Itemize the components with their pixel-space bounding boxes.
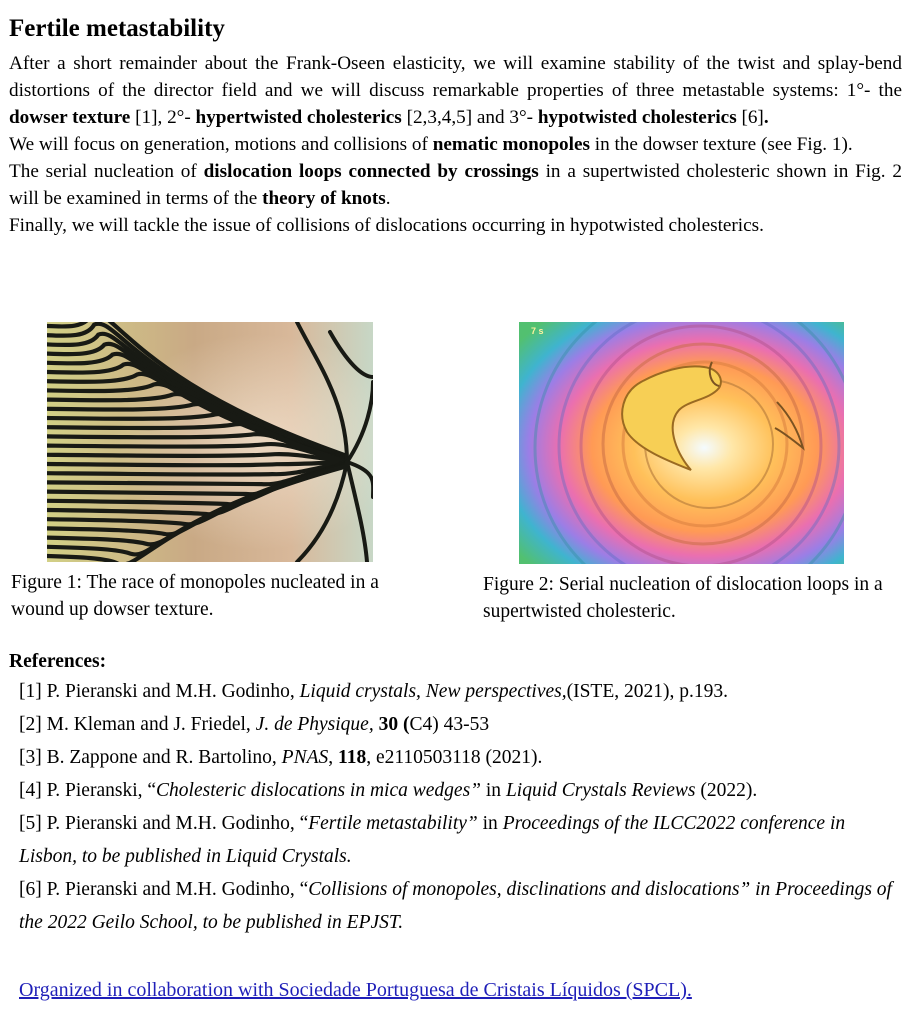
abstract-paragraph-1: After a short remainder about the Frank-Oseen elasticity, we will examine stability of the twist and splay-bend distortions of the director field and we will discuss remarkable properties of three metastable systems: 1°- the dowser texture [1], 2°- hypertwisted cholesterics [2,3,4,5] and 3°- hypotwisted cholesterics [6]. xyxy=(9,53,902,128)
abstract-paragraph-2: We will focus on generation, motions and collisions of nematic monopoles in the dowser texture (see Fig. 1). xyxy=(9,134,853,155)
figure-1-caption: Figure 1: The race of monopoles nucleated in a wound up dowser texture. xyxy=(11,572,379,620)
figure-1-image xyxy=(47,322,373,562)
figure-2-timestamp: 7 s xyxy=(531,326,544,336)
reference-2: [2] M. Kleman and J. Friedel, J. de Physique, 30 (C4) 43-53 xyxy=(19,714,490,735)
reference-3: [3] B. Zappone and R. Bartolino, PNAS, 118, e2110503118 (2021). xyxy=(19,747,543,768)
figure-2-caption: Figure 2: Serial nucleation of dislocation loops in a supertwisted cholesteric. xyxy=(483,574,883,622)
reference-1: [1] P. Pieranski and M.H. Godinho, Liquid crystals, New perspectives,(ISTE, 2021), p.193. xyxy=(19,681,728,702)
reference-6: [6] P. Pieranski and M.H. Godinho, “Collisions of monopoles, disclinations and dislocations” in Proceedings of the 2022 Geilo School, to be published in EPJST. xyxy=(19,879,892,933)
references-heading: References: xyxy=(9,651,107,672)
abstract-paragraph-4: Finally, we will tackle the issue of collisions of dislocations occurring in hypotwisted cholesterics. xyxy=(9,215,764,236)
abstract-paragraph-3: The serial nucleation of dislocation loops connected by crossings in a supertwisted cholesteric shown in Fig. 2 will be examined in terms of the theory of knots. xyxy=(9,161,902,209)
reference-4: [4] P. Pieranski, “Cholesteric dislocations in mica wedges” in Liquid Crystals Reviews (2022). xyxy=(19,780,758,801)
page-title: Fertile metastability xyxy=(9,15,225,42)
organizer-link[interactable]: Organized in collaboration with Sociedade Portuguesa de Cristais Líquidos (SPCL). xyxy=(19,979,692,1001)
abstract xyxy=(9,50,902,239)
figure-2-image xyxy=(519,322,844,564)
reference-5: [5] P. Pieranski and M.H. Godinho, “Fertile metastability” in Proceedings of the ILCC2022 conference in Lisbon, to be published in Liquid Crystals. xyxy=(19,813,846,867)
